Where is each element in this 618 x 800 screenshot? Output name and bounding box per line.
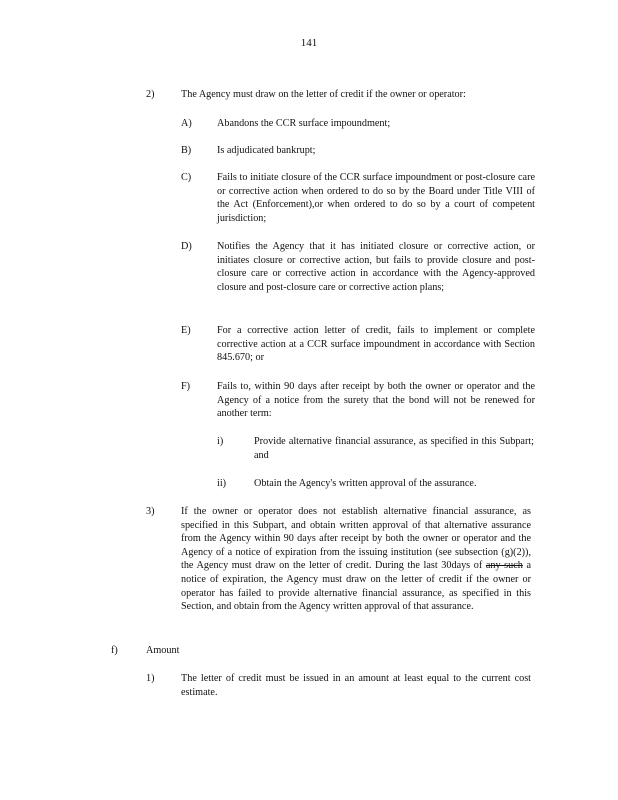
item-text <box>181 505 531 614</box>
item-number: i) <box>217 436 224 447</box>
item-number: C) <box>181 172 192 183</box>
item-number: A) <box>181 118 192 129</box>
item-number: F) <box>181 381 191 392</box>
section-heading: Amount <box>146 645 180 656</box>
item-text: Obtain the Agency's written approval of the assurance. <box>254 478 477 489</box>
struck-text: any such <box>485 560 523 572</box>
page-number: 141 <box>300 37 318 49</box>
item-text: The Agency must draw on the letter of credit if the owner or operator: <box>181 89 466 100</box>
item-number: 3) <box>146 506 155 517</box>
item-text: Fails to, within 90 days after receipt by both the owner or operator and the Agency of a notice from the surety that the bond will not be renewed for another term: <box>217 381 535 420</box>
item-number: 1) <box>146 673 155 684</box>
item-number: ii) <box>217 478 227 489</box>
item-text: Fails to initiate closure of the CCR surface impoundment or post-closure care or corrective action when ordered to do so by the Board under Title VIII of the Act (Enforcement),or when ordered to do so by a court of competent jurisdiction; <box>217 172 535 224</box>
item-number: B) <box>181 145 192 156</box>
item-text: Notifies the Agency that it has initiated closure or corrective action, or initiates closure or corrective action, but fails to provide closure and post-closure care or corrective action in accordance with the Agency-approved closure and post-closure care or corrective action plans; <box>217 241 535 293</box>
item-text-part: If the owner or operator does not establish alternative financial assurance, as specified in this Subpart, and obtain written approval of that alternative assurance from the Agency within 90 days after receipt by both the owner or operator and the Agency of a notice of expiration from the issuing institution (see subsection (g)(2)), the Agency must draw on the letter of credit. During the last 30days of <box>181 506 531 572</box>
item-number: E) <box>181 325 191 336</box>
item-text: Provide alternative financial assurance, as specified in this Subpart; and <box>254 436 534 461</box>
item-number: D) <box>181 241 192 252</box>
section-number: f) <box>111 645 118 656</box>
item-text: Abandons the CCR surface impoundment; <box>217 118 391 129</box>
item-text: The letter of credit must be issued in an amount at least equal to the current cost estimate. <box>181 673 531 698</box>
item-text: For a corrective action letter of credit, fails to implement or complete corrective action at a CCR surface impoundment in accordance with Section 845.670; or <box>217 325 535 364</box>
item-text-part: a notice of expiration, the Agency must draw on the letter of credit if the owner or operator has failed to provide alternative financial assurance, as specified in this Section, and obtain from the Agency written approval of that assurance. <box>181 560 531 613</box>
item-text: Is adjudicated bankrupt; <box>217 145 316 156</box>
item-number: 2) <box>146 89 155 100</box>
